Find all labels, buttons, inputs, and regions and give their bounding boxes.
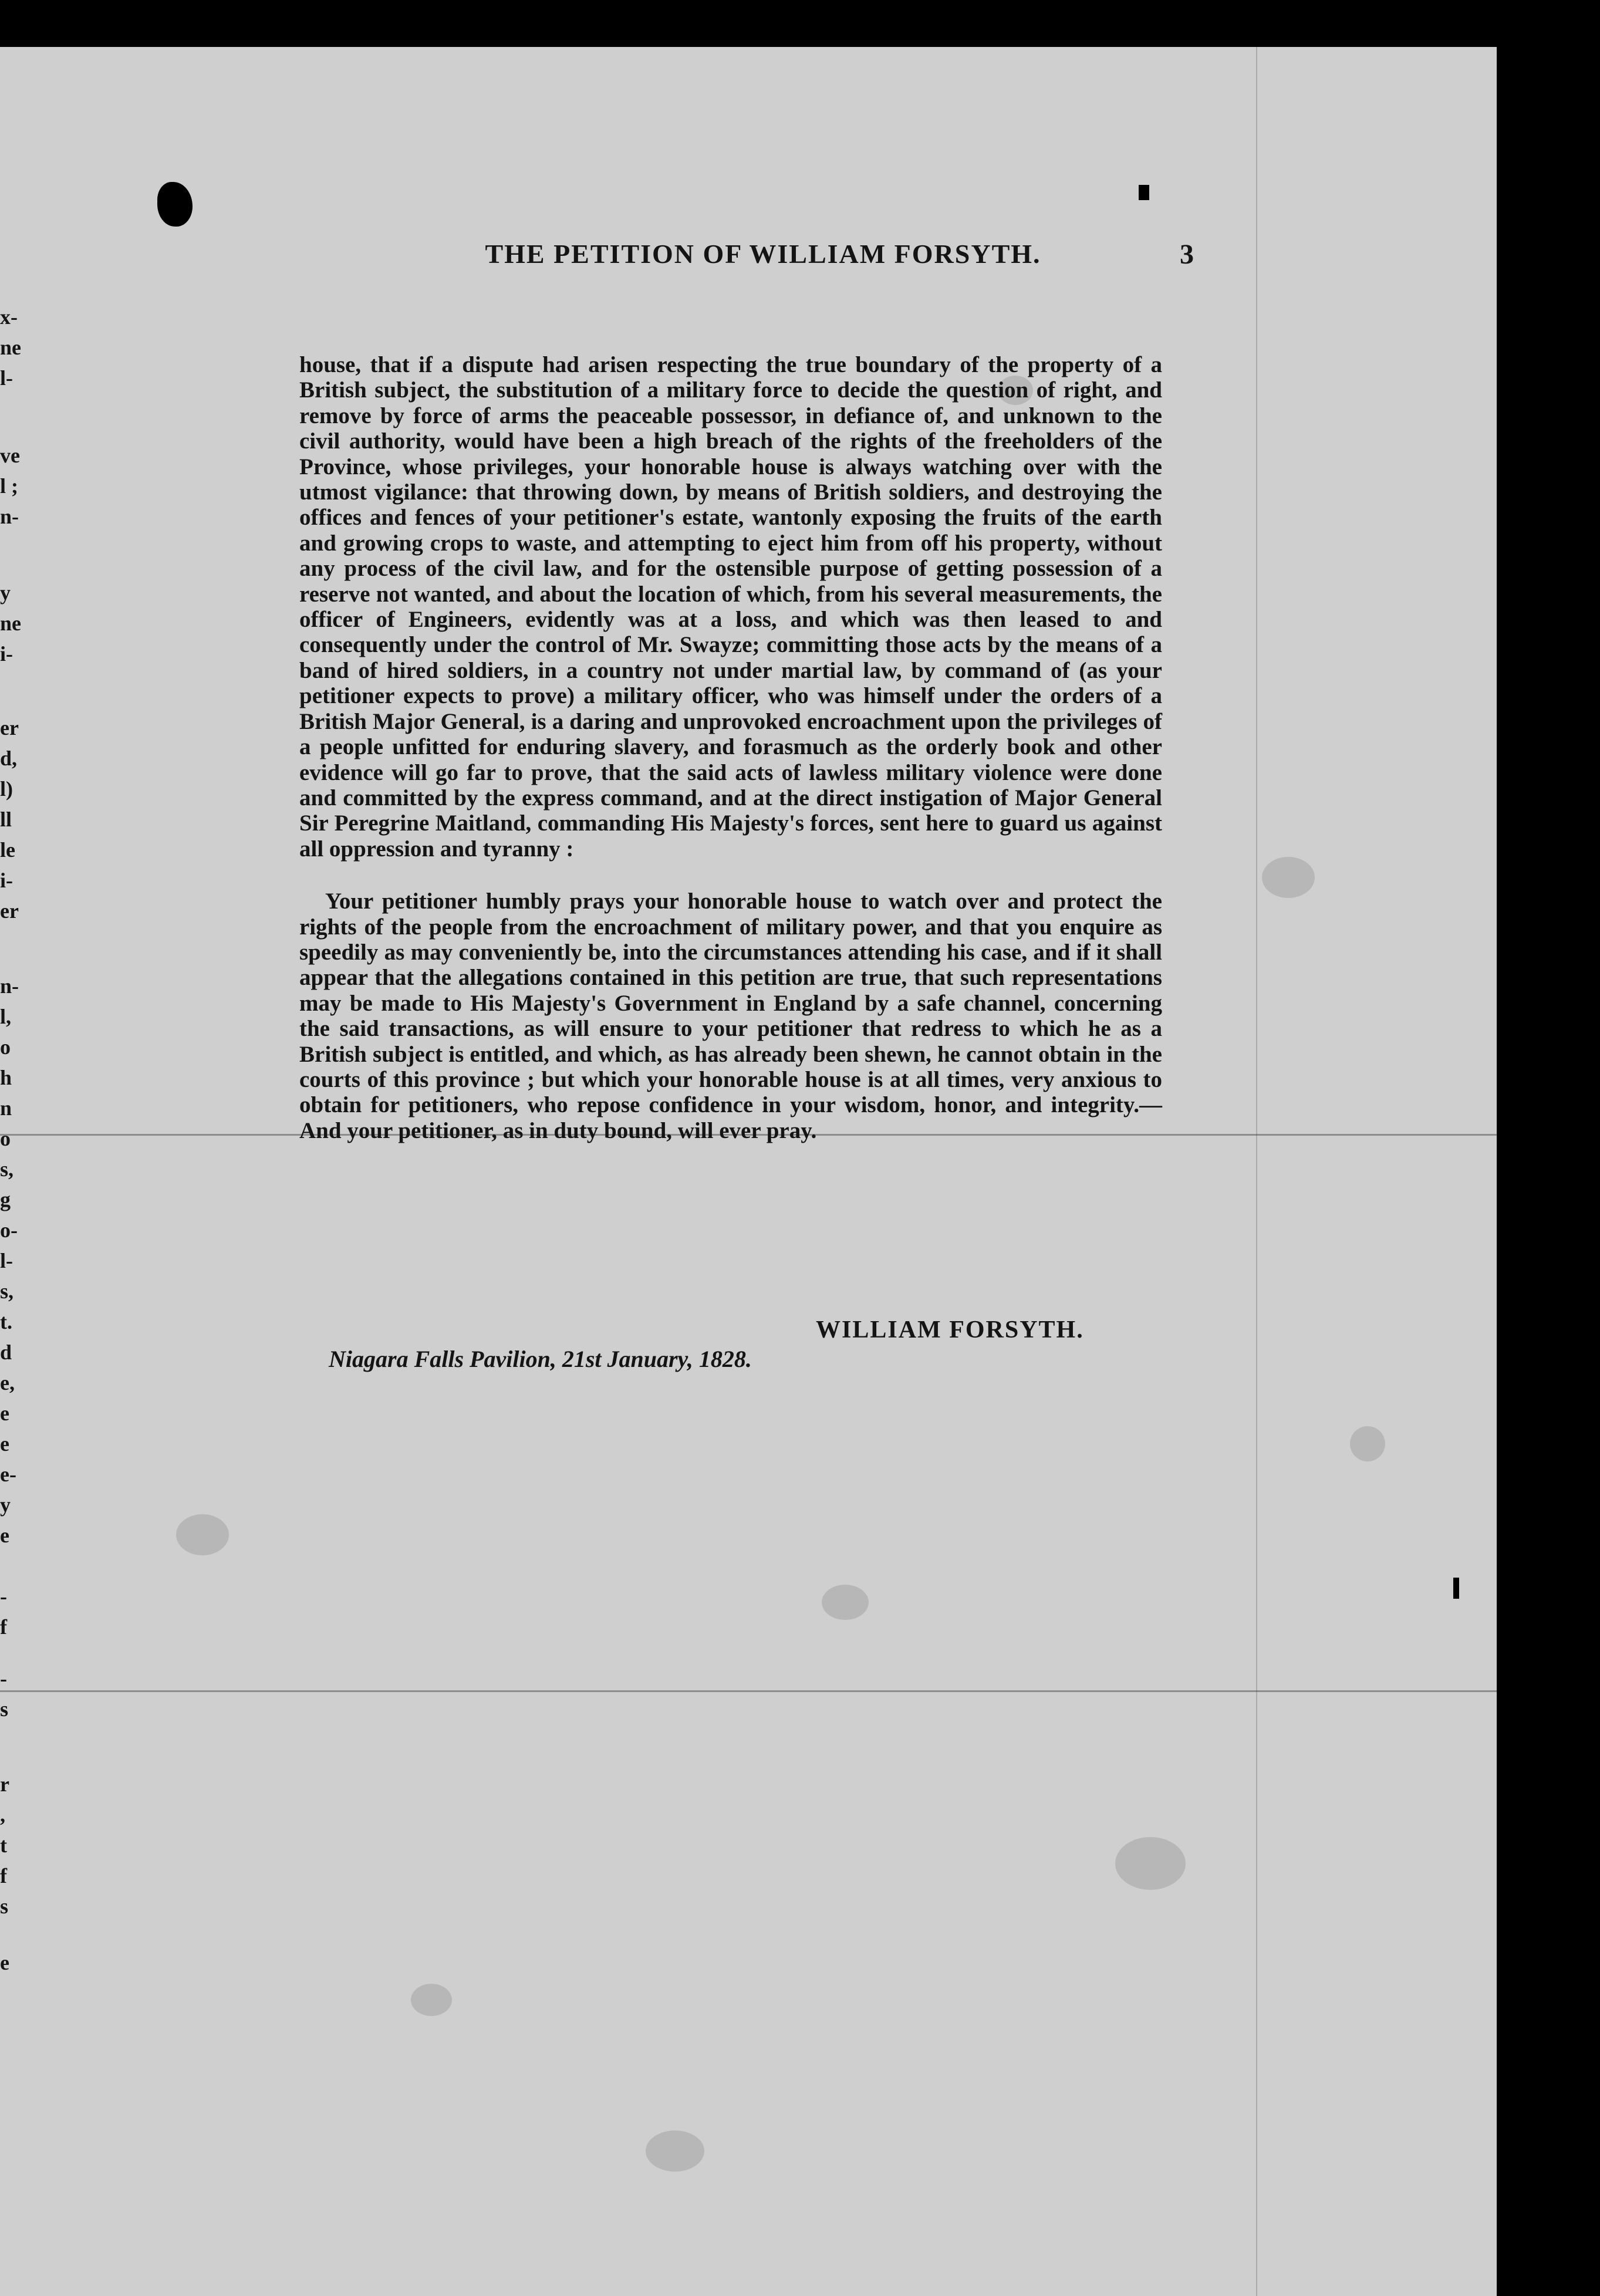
margin-fragment: t. [0, 1310, 12, 1333]
margin-fragment: x- [0, 305, 18, 329]
margin-fragment: n [0, 1096, 12, 1120]
signature: WILLIAM FORSYTH. [816, 1316, 1084, 1343]
margin-fragment: - [0, 1667, 7, 1690]
margin-fragment: d, [0, 747, 18, 770]
margin-fragment: ve [0, 444, 20, 467]
ink-speck [1453, 1578, 1459, 1599]
margin-fragment: ne [0, 612, 21, 635]
paragraph-2: Your petitioner humbly prays your honorable house to watch over and protect the rights of the people from the encroachment of military power, and that you enquire as speedily as may conveniently be, into the circumstances attending his case, and if it shall appear that the allegations contained in this petition are true, that such representations may be made to His Majesty's Government in England by a safe channel, concerning the said transactions, as will ensure to your petitioner that redress to which he as a British subject is entitled, and which, as has already been shewn, he cannot obtain in the courts of this province ; but which your honorable house is at all times, very anxious to obtain for petitioners, who repose confidence in your wisdom, honor, and integrity.—And your petitioner, as in duty bound, will ever pray. [299, 889, 1162, 1143]
margin-fragment: - [0, 1585, 7, 1608]
margin-fragment: e [0, 1402, 9, 1425]
margin-fragment: ll [0, 808, 12, 831]
margin-fragment: i- [0, 869, 13, 892]
page-number: 3 [1180, 239, 1194, 270]
margin-fragment: d [0, 1341, 12, 1364]
stain [646, 2130, 704, 2172]
margin-fragment: n- [0, 974, 19, 998]
margin-fragment: s, [0, 1157, 14, 1181]
margin-fragment: l- [0, 1249, 13, 1272]
margin-fragment: e [0, 1432, 9, 1456]
margin-fragment: l- [0, 366, 13, 390]
margin-fragment: s [0, 1895, 9, 1918]
margin-fragment: s, [0, 1279, 14, 1303]
left-margin-fragments [0, 47, 35, 2296]
stain [822, 1585, 869, 1620]
stain [411, 1984, 452, 2016]
document-page [0, 47, 1497, 2296]
margin-fragment: r [0, 1772, 9, 1796]
fold-line [0, 1690, 1497, 1692]
margin-fragment: e, [0, 1371, 15, 1395]
paragraph-1: house, that if a dispute had arisen respecting the true boundary of the property of a British subject, the substitution of a military force to decide the question of right, and remove by force of arms the peaceable possessor, in defiance of, and unknown to the civil authority, would have been a high breach of the rights of the freeholders of the Province, whose privileges, your honorable house is always watching over with the utmost vigilance: that throwing down, by means of British soldiers, and destroying the offices and fences of your petitioner's estate, wantonly exposing the fruits of the earth and growing crops to waste, and attempting to eject him from off his property, without any process of the civil law, and for the ostensible purpose of getting possession of a reserve not wanted, and about the location of which, from his several measurements, the officer of Engineers, evidently was at a loss, and which was then leased to and consequently under the control of Mr. Swayze; committing those acts by the means of a band of hired soldiers, in a country not under martial law, by command of (as your petitioner expects to prove) a military officer, who was himself under the orders of a British Major General, is a daring and unprovoked encroachment upon the privileges of a people unfitted for enduring slavery, and forasmuch as the orderly book and other evidence will go far to prove, that the said acts of lawless military violence were done and committed by the express command, and at the direct instigation of Major General Sir Peregrine Maitland, commanding His Majesty's forces, sent here to guard us against all oppression and tyranny : [299, 352, 1162, 862]
margin-fragment: l) [0, 777, 13, 801]
margin-fragment: f [0, 1864, 7, 1888]
stain [1350, 1426, 1385, 1461]
margin-fragment: e [0, 1524, 9, 1547]
margin-fragment: er [0, 899, 19, 923]
stain [1262, 857, 1315, 898]
margin-fragment: g [0, 1188, 11, 1211]
margin-fragment: f [0, 1615, 7, 1639]
margin-fragment: l, [0, 1005, 12, 1028]
margin-fragment: , [0, 1803, 5, 1826]
paper-hole [157, 182, 193, 227]
margin-fragment: le [0, 838, 15, 862]
running-head: THE PETITION OF WILLIAM FORSYTH. [485, 239, 1041, 269]
margin-fragment: y [0, 581, 11, 605]
fold-line [1256, 47, 1257, 2296]
margin-fragment: l ; [0, 474, 18, 498]
ink-speck [1139, 185, 1149, 200]
petition-body [299, 352, 1162, 1143]
stain [1115, 1837, 1186, 1890]
dateline: Niagara Falls Pavilion, 21st January, 1828. [329, 1346, 752, 1372]
margin-fragment: o [0, 1127, 11, 1150]
margin-fragment: ne [0, 336, 21, 359]
margin-fragment: e [0, 1951, 9, 1974]
margin-fragment: h [0, 1066, 12, 1089]
margin-fragment: n- [0, 505, 19, 528]
margin-fragment: s [0, 1697, 9, 1721]
margin-fragment: y [0, 1493, 11, 1517]
stain [176, 1514, 229, 1555]
margin-fragment: i- [0, 642, 13, 666]
margin-fragment: e- [0, 1463, 16, 1486]
margin-fragment: o- [0, 1218, 18, 1242]
margin-fragment: t [0, 1834, 7, 1857]
margin-fragment: o [0, 1035, 11, 1059]
margin-fragment: er [0, 716, 19, 740]
